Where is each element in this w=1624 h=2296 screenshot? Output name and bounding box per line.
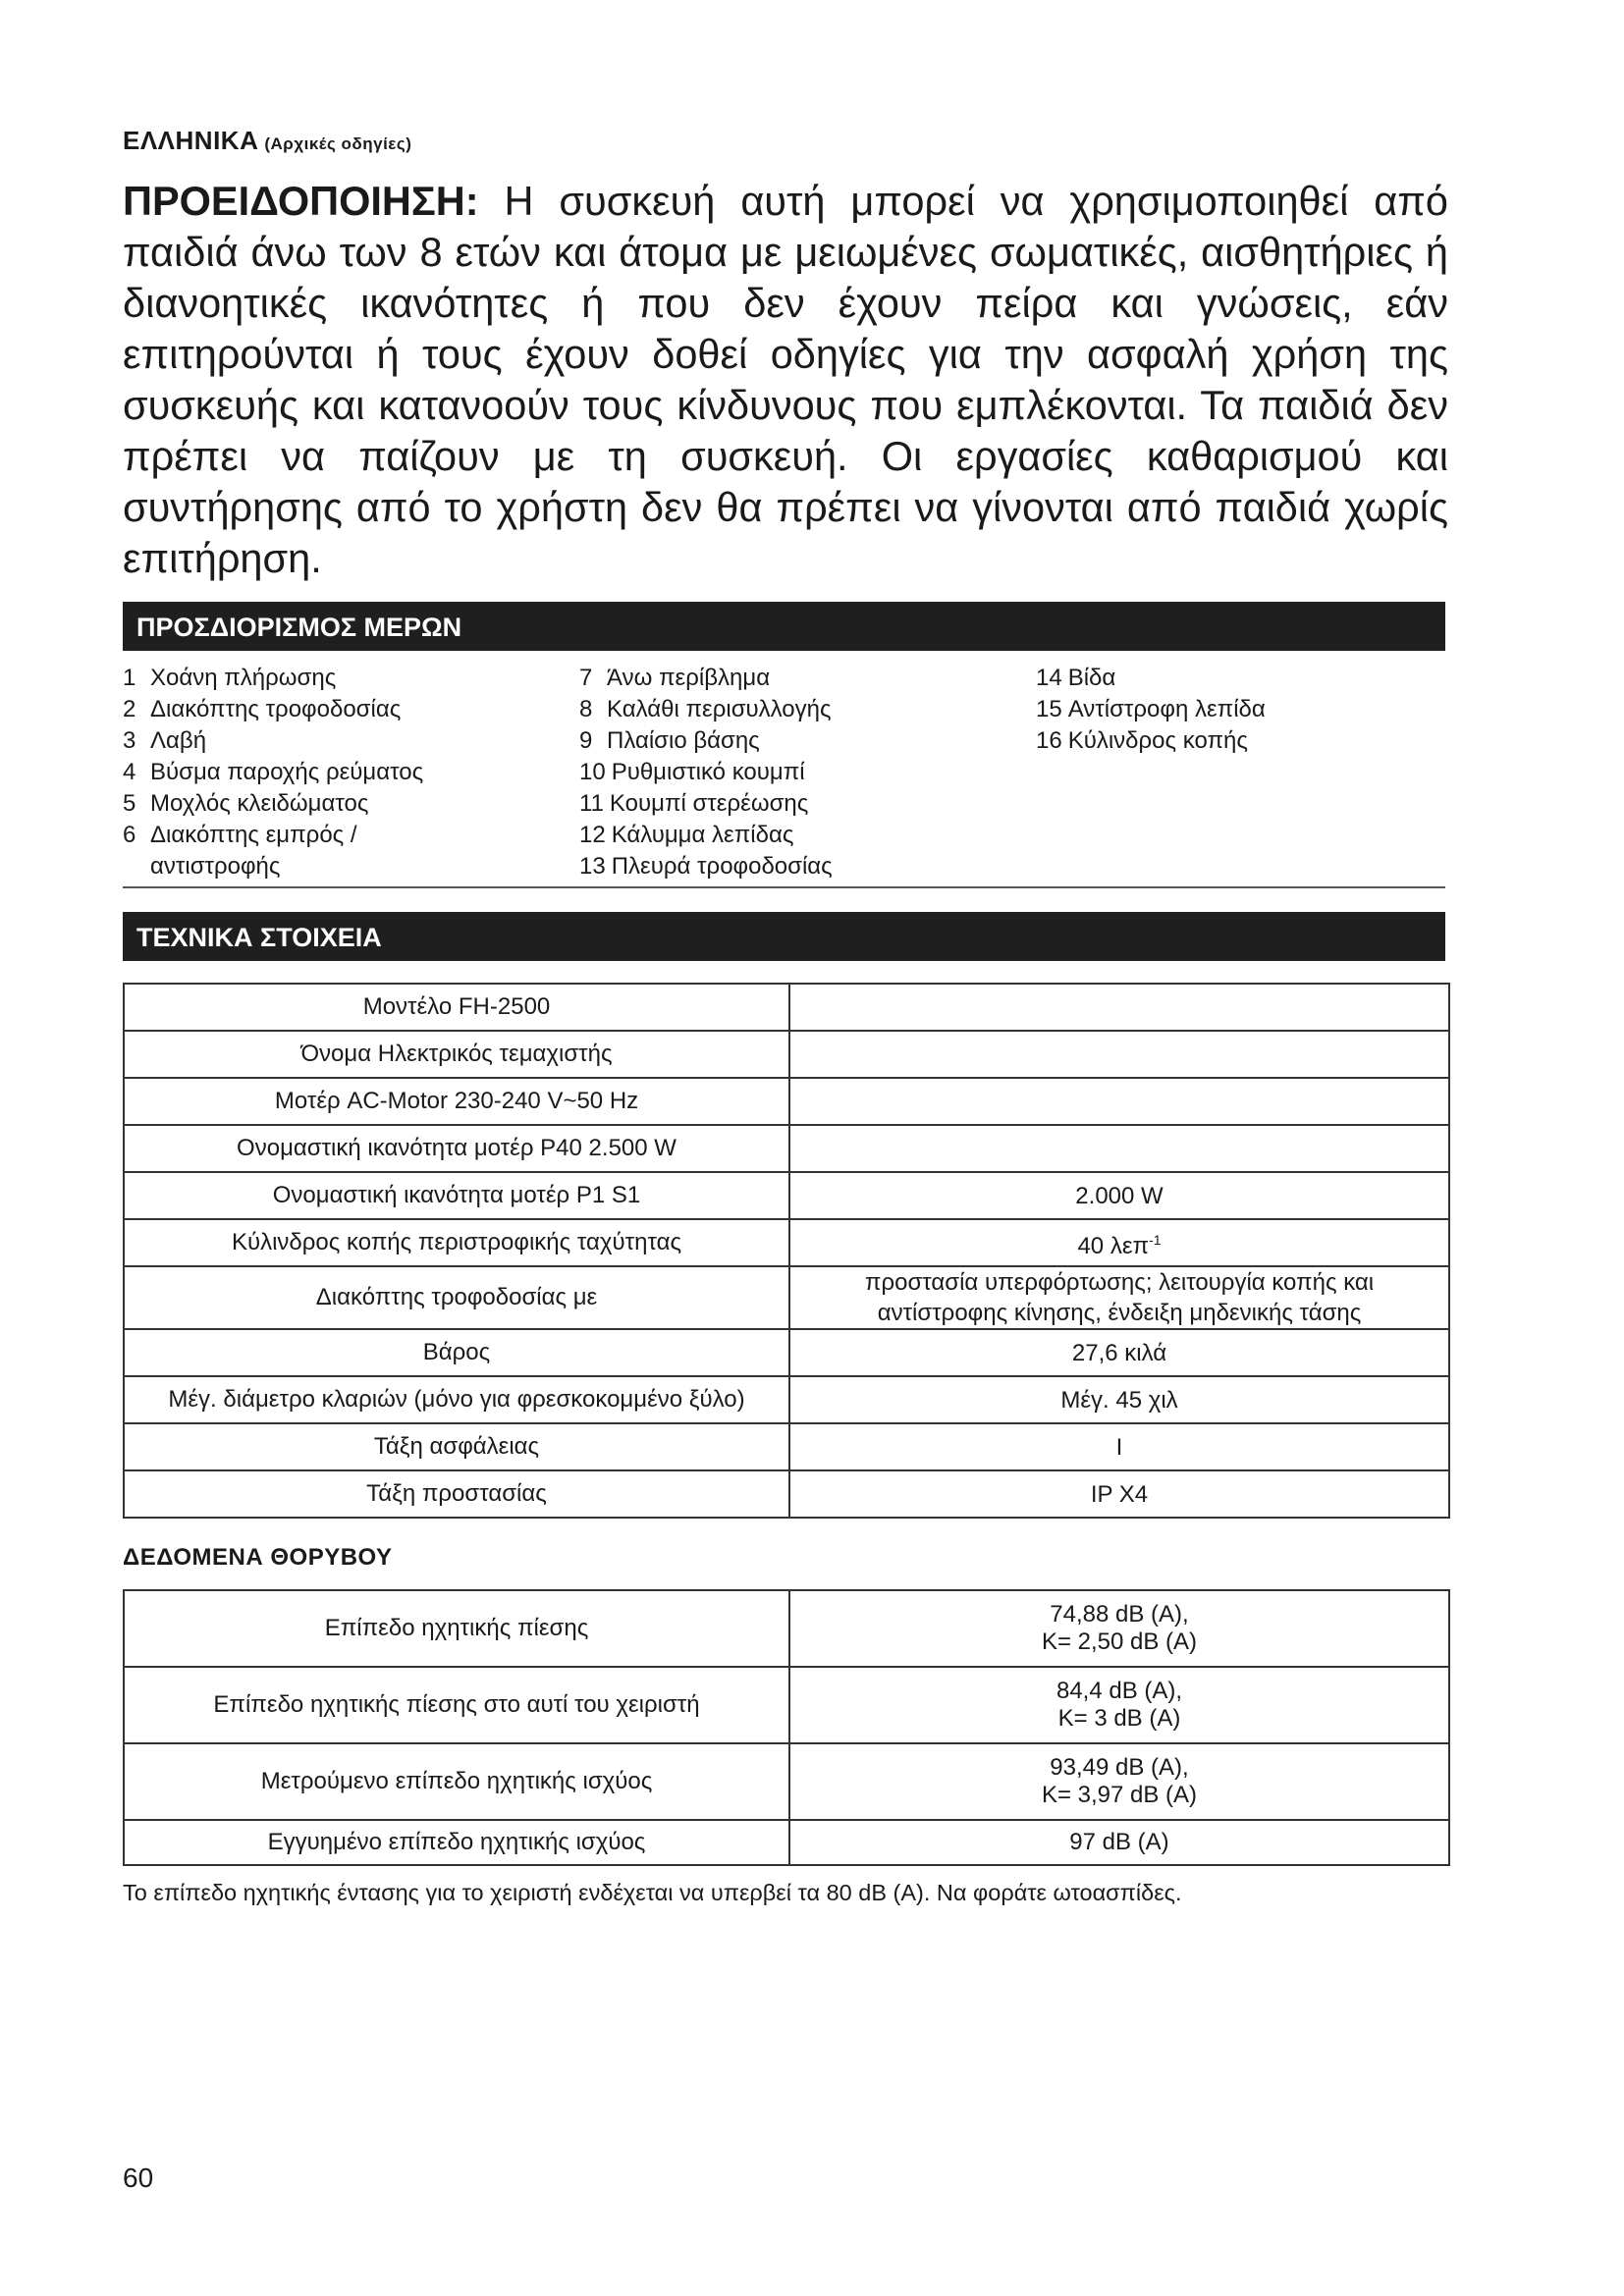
table-row: Κύλινδρος κοπής περιστροφικής ταχύτητας 40 λεπ$^{-1}$: [124, 1219, 1449, 1266]
part-item: 5 Μοχλός κλειδώματος: [123, 790, 369, 817]
part-item: 3 Λαβή: [123, 727, 207, 754]
table-row: Ονομαστική ικανότητα μοτέρ P40 2.500 W: [124, 1125, 1449, 1172]
part-item: 15 Αντίστροφη λεπίδα: [1036, 696, 1266, 722]
noise-data-table: [123, 1589, 1450, 1866]
warning-paragraph: [123, 176, 1448, 584]
tech-section-title: ΤΕΧΝΙΚΑ ΣΤΟΙΧΕΙΑ: [123, 912, 1445, 961]
noise-note: Το επίπεδο ηχητικής έντασης για το χειριστή ενδέχεται να υπερβεί τα 80 dB (A). Να φοράτε ωτοασπίδες.: [123, 1880, 1182, 1905]
part-item: 13 Πλευρά τροφοδοσίας: [579, 853, 833, 880]
parts-column-1: [123, 663, 579, 882]
language-title: ΕΛΛΗΝΙΚΑ: [123, 126, 259, 155]
parts-list: [123, 651, 1445, 888]
part-item: 1 Χοάνη πλήρωσης: [123, 665, 337, 691]
part-item: 11 Κουμπί στερέωσης: [579, 790, 809, 817]
part-item: 12 Κάλυμμα λεπίδας: [579, 822, 794, 848]
page-number: 60: [123, 2163, 154, 2193]
part-item: 8 Καλάθι περισυλλογής: [579, 696, 832, 722]
table-row: Μοτέρ AC-Motor 230-240 V~50 Hz: [124, 1078, 1449, 1125]
table-row: Τάξη ασφάλειας I: [124, 1423, 1449, 1470]
parts-column-3: [1036, 663, 1445, 882]
warning-text: Η συσκευή αυτή μπορεί να χρησιμοποιηθεί από παιδιά άνω των 8 ετών και άτομα με μειωμένες σωματικές, αισθητήριες ή διανοητικές ικανότητες ή που δεν έχουν πείρα και γνώσεις, εάν επιτηρούνται ή τους έχουν δοθεί οδηγίες για την ασφαλή χρήση της συσκευής και κατανοούν τους κίνδυνους που εμπλέκονται. Τα παιδιά δεν πρέπει να παίζουν με τη συσκευή. Οι εργασίες καθαρισμού και συντήρησης από το χρήστη δεν θα πρέπει να γίνονται από παιδιά χωρίς επιτήρηση.: [123, 178, 1448, 581]
table-row: Ονομαστική ικανότητα μοτέρ P1 S1 2.000 W: [124, 1172, 1449, 1219]
tech-specs-table: [123, 983, 1450, 1519]
language-subtitle: (Αρχικές οδηγίες): [264, 134, 412, 153]
noise-section-title: ΔΕΔΟΜΕΝΑ ΘΟΡΥΒΟΥ: [123, 1544, 393, 1571]
table-row: Τάξη προστασίας IP X4: [124, 1470, 1449, 1518]
parts-section-title: ΠΡΟΣΔΙΟΡΙΣΜΟΣ ΜΕΡΩΝ: [123, 602, 1445, 651]
part-item-continuation: αντιστροφής: [150, 853, 281, 880]
part-item: 7 Άνω περίβλημα: [579, 665, 771, 691]
part-item: 2 Διακόπτης τροφοδοσίας: [123, 696, 402, 722]
table-row: Επίπεδο ηχητικής πίεσης στο αυτί του χειριστή 84,4 dB (A), K= 3 dB (A): [124, 1667, 1449, 1743]
warning-lead: ΠΡΟΕΙΔΟΠΟΙΗΣΗ:: [123, 178, 479, 224]
part-item: 9 Πλαίσιο βάσης: [579, 727, 760, 754]
table-row: Διακόπτης τροφοδοσίας με προστασία υπερφόρτωσης; λειτουργία κοπής και αντίστροφης κίνησης, ένδειξη μηδενικής τάσης: [124, 1266, 1449, 1329]
manual-page: [123, 126, 1448, 1906]
table-row: Μετρούμενο επίπεδο ηχητικής ισχύος 93,49 dB (A), K= 3,97 dB (A): [124, 1743, 1449, 1820]
table-row: Όνομα Ηλεκτρικός τεμαχιστής: [124, 1031, 1449, 1078]
table-row: Επίπεδο ηχητικής πίεσης 74,88 dB (A), K= 2,50 dB (A): [124, 1590, 1449, 1667]
part-item: 14 Βίδα: [1036, 665, 1116, 691]
language-header: [123, 126, 1448, 156]
part-item: 6 Διακόπτης εμπρός /: [123, 822, 357, 848]
table-row: Βάρος 27,6 κιλά: [124, 1329, 1449, 1376]
parts-column-2: [579, 663, 1036, 882]
part-item: 16 Κύλινδρος κοπής: [1036, 727, 1248, 754]
table-row: Μοντέλο FH-2500: [124, 984, 1449, 1031]
table-row: Μέγ. διάμετρο κλαριών (μόνο για φρεσκοκομμένο ξύλο) Μέγ. 45 χιλ: [124, 1376, 1449, 1423]
part-item: 10 Ρυθμιστικό κουμπί: [579, 759, 805, 785]
table-row: Εγγυημένο επίπεδο ηχητικής ισχύος 97 dB (A): [124, 1820, 1449, 1865]
part-item: 4 Βύσμα παροχής ρεύματος: [123, 759, 424, 785]
